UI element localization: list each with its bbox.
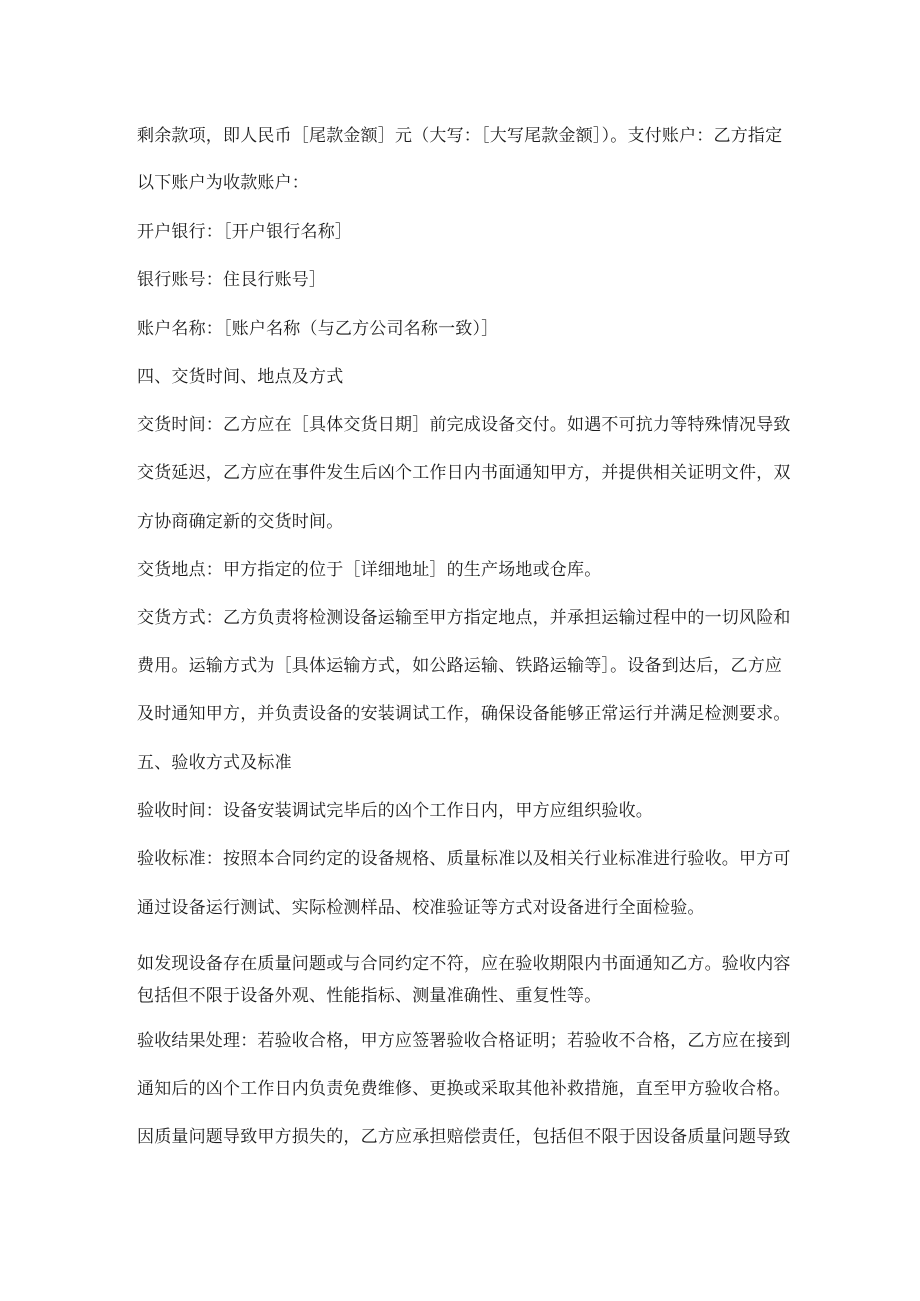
text-line: 验收结果处理：若验收合格，甲方应签署验收合格证明；若验收不合格，乙方应在接到 — [137, 1031, 791, 1051]
text-line: 以下账户为收款账户： — [137, 173, 309, 193]
text-line: 账户名称：［账户名称（与乙方公司名称一致）］ — [137, 319, 499, 339]
text-line: 及时通知甲方，并负责设备的安装调试工作，确保设备能够正常运行并满足检测要求。 — [137, 704, 791, 724]
text-line: 开户银行：［开户银行名称］ — [137, 222, 353, 242]
text-line: 交货地点：甲方指定的位于［详细地址］的生产场地或仓库。 — [137, 560, 602, 580]
text-line: 银行账号：住艮行账号］ — [137, 270, 327, 290]
text-line: 交货方式：乙方负责将检测设备运输至甲方指定地点，并承担运输过程中的一切风险和 — [137, 608, 791, 628]
text-line: 包括但不限于设备外观、性能指标、测量准确性、重复性等。 — [137, 986, 602, 1006]
text-line: 如发现设备存在质量问题或与合同约定不符，应在验收期限内书面通知乙方。验收内容 — [137, 954, 791, 974]
text-line: 通过设备运行测试、实际检测样品、校准验证等方式对设备进行全面检验。 — [137, 898, 705, 918]
section-heading: 五、验收方式及标准 — [137, 753, 292, 773]
text-line: 验收时间：设备安装调试完毕后的凶个工作日内，甲方应组织验收。 — [137, 801, 653, 821]
text-line: 剩余款项，即人民币［尾款金额］元（大写：［大写尾款金额］）。支付账户：乙方指定 — [137, 126, 783, 146]
text-line: 验收标准：按照本合同约定的设备规格、质量标准以及相关行业标准进行验收。甲方可 — [137, 849, 791, 869]
text-line: 费用。运输方式为［具体运输方式，如公路运输、铁路运输等］。设备到达后，乙方应 — [137, 656, 783, 676]
section-heading: 四、交货时间、地点及方式 — [137, 367, 344, 387]
text-line: 因质量问题导致甲方损失的，乙方应承担赔偿责任，包括但不限于因设备质量问题导致 — [137, 1127, 791, 1147]
text-line: 交货延迟，乙方应在事件发生后凶个工作日内书面通知甲方，并提供相关证明文件，双 — [137, 463, 791, 483]
text-line: 交货时间：乙方应在［具体交货日期］前完成设备交付。如遇不可抗力等特殊情况导致 — [137, 415, 791, 435]
text-line: 方协商确定新的交货时间。 — [137, 512, 344, 532]
text-line: 通知后的凶个工作日内负责免费维修、更换或采取其他补救措施，直至甲方验收合格。 — [137, 1079, 791, 1099]
